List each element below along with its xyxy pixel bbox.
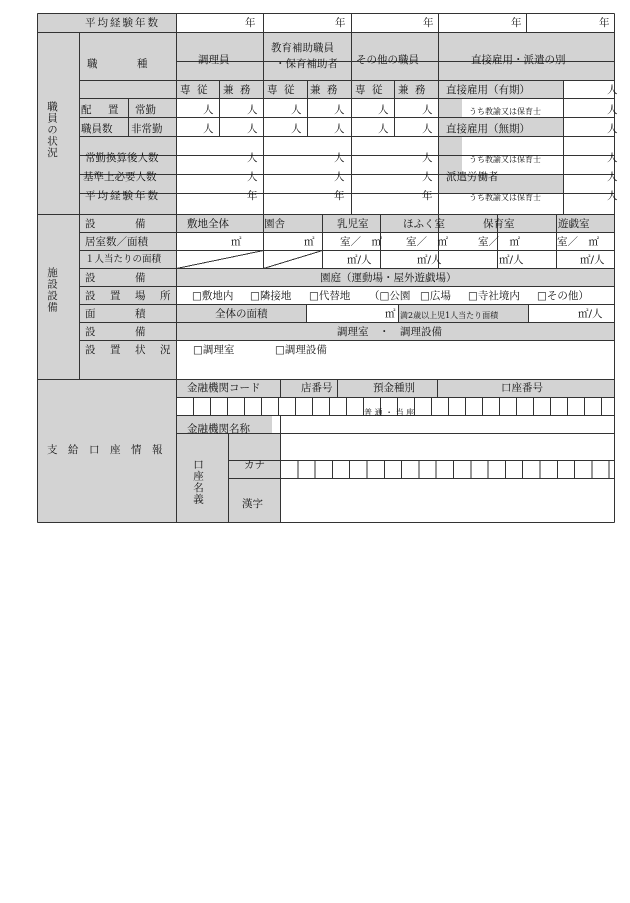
facility-row-location: 設 置 場 所 [85, 290, 173, 302]
sub-mu: 務 [240, 84, 251, 96]
parttime-label: 非常勤 [131, 123, 163, 135]
facility-row-equipment: 設 備 [85, 218, 148, 230]
required-unit: 人 [334, 171, 345, 183]
avg-years-unit-1: 年 [245, 17, 256, 29]
fulltime-unit: 人 [422, 104, 433, 116]
emp-teacher-label: うち教諭又は保育士 [469, 193, 541, 202]
room-area-unit: 室／ ㎡ [406, 236, 448, 248]
deposit-type-label: 預金種別 [373, 382, 415, 394]
emp-fixed-unit: 人 [607, 84, 618, 96]
per-person-unit: ㎡/人 [417, 254, 442, 266]
fulltime-label: 常勤 [135, 104, 156, 116]
col-nursery-room: 保育室 [483, 218, 515, 230]
per-person-unit: ㎡/人 [580, 254, 605, 266]
facility-row-equipment: 設 備 [85, 326, 148, 338]
emp-teacher-label: うち教諭又は保育士 [469, 155, 541, 164]
col-childcare-assist: ・保育補助者 [275, 58, 338, 70]
sub-sen: 専 [267, 84, 278, 96]
place-other-checkbox[interactable]: □その他） [537, 290, 589, 302]
place-onsite-checkbox[interactable]: □敷地内 [192, 290, 234, 302]
account-number-label: 口座番号 [501, 382, 543, 394]
col-site: 敷地全体 [187, 218, 229, 230]
fulltime-unit: 人 [378, 104, 389, 116]
place-substitute-checkbox[interactable]: □代替地 [309, 290, 351, 302]
emp-fixed-label: 直接雇用（有期） [446, 84, 530, 96]
col-crawling-room: ほふく室 [403, 218, 445, 230]
employment-header: 直接雇用・派遣の別 [471, 54, 566, 66]
room-area-unit: 室／ ㎡ [557, 236, 599, 248]
room-area-unit: 室／ ㎡ [340, 236, 382, 248]
facility-row-per-person: １人当たりの面積 [85, 254, 162, 265]
facility-row-area: 面 積 [85, 308, 148, 320]
place-park-checkbox[interactable]: （□公園 [369, 290, 411, 302]
per-child-area-unit: ㎡/人 [578, 308, 603, 320]
converted-unit: 人 [334, 152, 345, 164]
total-area-label: 全体の面積 [215, 308, 268, 320]
sub-ju: 従 [372, 84, 383, 96]
staff-avg-years-label: 平均経験年数 [85, 190, 160, 202]
emp-indefinite-unit: 人 [607, 123, 618, 135]
converted-label: 常勤換算後人数 [85, 152, 159, 164]
col-infant-room: 乳児室 [337, 218, 369, 230]
sub-sen: 専 [355, 84, 366, 96]
staff-section-label: 職員の状況 [46, 101, 58, 159]
facility-row-rooms: 居室数／面積 [85, 236, 148, 248]
building-area-unit: ㎡ [304, 236, 315, 248]
avg-years-unit-5: 年 [599, 17, 610, 29]
bank-name-label: 金融機関名称 [187, 423, 250, 435]
sub-mu: 務 [327, 84, 338, 96]
garden-label: 園庭（運動場・屋外遊戯場） [320, 272, 457, 284]
parttime-unit: 人 [291, 123, 302, 135]
avg-years-unit-2: 年 [335, 17, 346, 29]
per-child-area-label: 満2歳以上児1人当たり面積 [400, 311, 499, 320]
parttime-unit: 人 [247, 123, 258, 135]
place-plaza-checkbox[interactable]: □広場 [420, 290, 451, 302]
avg-years-unit-4: 年 [511, 17, 522, 29]
sub-ju: 従 [197, 84, 208, 96]
staff-avg-years-unit: 年 [247, 190, 258, 202]
fulltime-unit: 人 [334, 104, 345, 116]
emp-teacher-unit: 人 [607, 190, 618, 202]
emp-dispatch-unit: 人 [607, 171, 618, 183]
required-unit: 人 [247, 171, 258, 183]
sub-ken: 兼 [223, 84, 234, 96]
facility-section-label: 施設設備 [46, 267, 58, 313]
room-area-unit: 室／ ㎡ [478, 236, 520, 248]
sub-sen: 専 [180, 84, 191, 96]
account-section-label: 支 給 口 座 情 報 [47, 444, 163, 456]
holder-label: 口座名義 [192, 459, 204, 505]
parttime-unit: 人 [422, 123, 433, 135]
fulltime-unit: 人 [247, 104, 258, 116]
emp-indefinite-label: 直接雇用（無期） [446, 123, 530, 135]
per-person-unit: ㎡/人 [499, 254, 524, 266]
emp-teacher-unit: 人 [607, 104, 618, 116]
kitchen-equipment-checkbox[interactable]: □調理設備 [275, 344, 327, 356]
col-building: 園舎 [264, 218, 285, 230]
fulltime-unit: 人 [203, 104, 214, 116]
staff-avg-years-unit: 年 [422, 190, 433, 202]
place-adjacent-checkbox[interactable]: □隣接地 [250, 290, 292, 302]
staff-avg-years-unit: 年 [334, 190, 345, 202]
parttime-unit: 人 [334, 123, 345, 135]
sub-ju: 従 [284, 84, 295, 96]
placement-label: 配 置 [81, 104, 122, 116]
per-person-unit: ㎡/人 [347, 254, 372, 266]
kitchen-label: 調理室 ・ 調理設備 [337, 326, 442, 338]
total-area-unit: ㎡ [385, 308, 396, 320]
parttime-unit: 人 [378, 123, 389, 135]
emp-teacher-unit: 人 [607, 152, 618, 164]
count-label: 職員数 [81, 123, 113, 135]
facility-row-equipment: 設 備 [85, 272, 148, 284]
emp-dispatch-label: 派遣労働者 [446, 171, 499, 183]
sub-mu: 務 [415, 84, 426, 96]
kitchen-room-checkbox[interactable]: □調理室 [193, 344, 235, 356]
bank-code-label: 金融機関コード [187, 382, 261, 394]
fulltime-unit: 人 [291, 104, 302, 116]
deposit-type-options[interactable]: 普 通 ・ 当 座 [364, 408, 415, 417]
parttime-unit: 人 [203, 123, 214, 135]
facility-row-status: 設 置 状 況 [85, 344, 173, 356]
job-type-label: 職 種 [87, 58, 150, 70]
col-edu-assist: 教育補助職員 [271, 42, 334, 54]
converted-unit: 人 [422, 152, 433, 164]
site-area-unit: ㎡ [231, 236, 242, 248]
sub-ken: 兼 [398, 84, 409, 96]
col-cook: 調理員 [198, 54, 230, 66]
avg-years-label: 平均経験年数 [85, 17, 160, 29]
avg-years-unit-3: 年 [423, 17, 434, 29]
kanji-label: 漢字 [242, 498, 263, 510]
place-temple-checkbox[interactable]: □寺社境内 [468, 290, 520, 302]
required-label: 基準上必要人数 [83, 171, 157, 183]
branch-label: 店番号 [301, 382, 333, 394]
col-playroom: 遊戯室 [558, 218, 590, 230]
sub-ken: 兼 [310, 84, 321, 96]
subsidy-form [37, 13, 618, 523]
converted-unit: 人 [247, 152, 258, 164]
col-other-staff: その他の職員 [356, 54, 419, 66]
required-unit: 人 [422, 171, 433, 183]
emp-teacher-label: うち教諭又は保育士 [469, 107, 541, 116]
kana-label: カナ [244, 459, 265, 471]
